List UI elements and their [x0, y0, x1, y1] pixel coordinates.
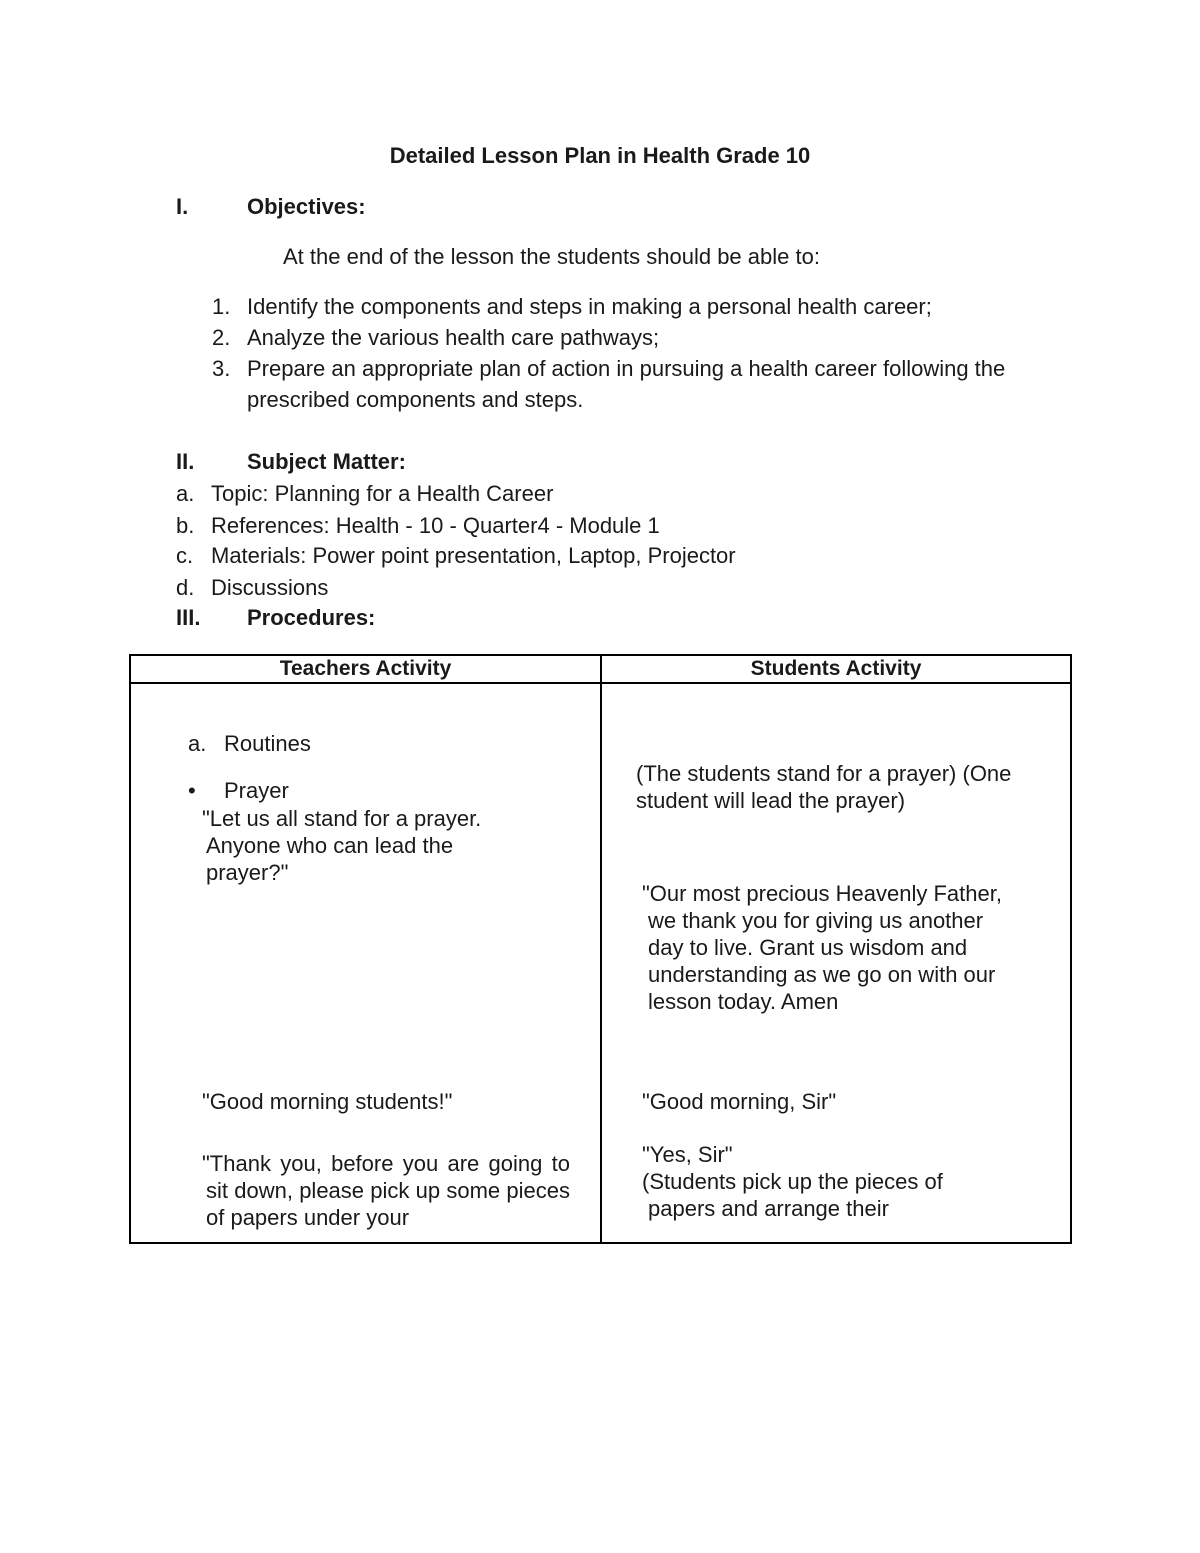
- subject-item-topic: Topic: Planning for a Health Career: [211, 481, 554, 506]
- table-row: [130, 683, 1071, 1243]
- subject-item-letter: c.: [176, 543, 194, 568]
- student-prayer-line: day to live. Grant us wisdom and: [648, 935, 968, 960]
- student-prayer-line: understanding as we go on with our: [648, 962, 996, 987]
- document-title: Detailed Lesson Plan in Health Grade 10: [389, 143, 811, 168]
- student-greeting: "Good morning, Sir": [642, 1089, 837, 1114]
- table-header-row: [130, 655, 1071, 683]
- objectives-intro: At the end of the lesson the students should be able to:: [283, 244, 820, 269]
- student-prayer-action-line: (The students stand for a prayer) (One: [636, 761, 1012, 786]
- subject-item-letter: a.: [176, 481, 195, 506]
- procedures-table: [129, 654, 1072, 1244]
- objectives-heading: Objectives:: [247, 194, 366, 219]
- prayer-label: Prayer: [224, 778, 289, 803]
- objective-number: 2.: [212, 325, 231, 350]
- objective-text: Identify the components and steps in making a personal health career;: [247, 294, 932, 319]
- student-prayer-line: "Our most precious Heavenly Father,: [642, 881, 1002, 906]
- student-prayer-action-line: student will lead the prayer): [636, 788, 906, 813]
- students-activity-header: Students Activity: [601, 655, 1071, 683]
- routines-letter: a.: [188, 731, 207, 756]
- objective-text: Prepare an appropriate plan of action in pursuing a health career following the: [247, 356, 1006, 381]
- objectives-numeral: I.: [176, 194, 189, 219]
- teachers-activity-cell: [130, 683, 601, 1243]
- objective-text: Analyze the various health care pathways;: [247, 325, 660, 350]
- subject-item-letter: d.: [176, 575, 195, 600]
- teacher-prayer-line: Anyone who can lead the: [206, 833, 454, 858]
- subject-item-references: References: Health - 10 - Quarter4 - Module 1: [211, 513, 660, 538]
- teachers-activity-header: Teachers Activity: [130, 655, 601, 683]
- subject-item-discussions: Discussions: [211, 575, 329, 600]
- teacher-greeting: "Good morning students!": [202, 1089, 453, 1114]
- student-prayer-line: lesson today. Amen: [648, 989, 839, 1014]
- student-prayer-line: we thank you for giving us another: [648, 908, 984, 933]
- bullet-icon: •: [188, 778, 196, 803]
- students-activity-cell: [601, 683, 1071, 1243]
- subject-matter-numeral: II.: [176, 449, 195, 474]
- objective-number: 1.: [212, 294, 231, 319]
- subject-matter-heading: Subject Matter:: [247, 449, 406, 474]
- teacher-prayer-line: "Let us all stand for a prayer.: [202, 806, 482, 831]
- student-yes-reply: "Yes, Sir": [642, 1142, 733, 1167]
- objective-number: 3.: [212, 356, 231, 381]
- subject-item-letter: b.: [176, 513, 195, 538]
- objective-text-continued: prescribed components and steps.: [247, 387, 584, 412]
- student-action-line: papers and arrange their: [648, 1196, 889, 1221]
- procedures-heading: Procedures:: [247, 605, 376, 630]
- student-action-line: (Students pick up the pieces of: [642, 1169, 943, 1194]
- routines-label: Routines: [224, 731, 311, 756]
- teacher-prayer-line: prayer?": [206, 860, 289, 885]
- teacher-instruction: "Thank you, before you are going to sit down, please pick up some pieces of papers under your: [202, 1151, 570, 1230]
- subject-item-materials: Materials: Power point presentation, Laptop, Projector: [211, 543, 736, 568]
- procedures-numeral: III.: [176, 605, 201, 630]
